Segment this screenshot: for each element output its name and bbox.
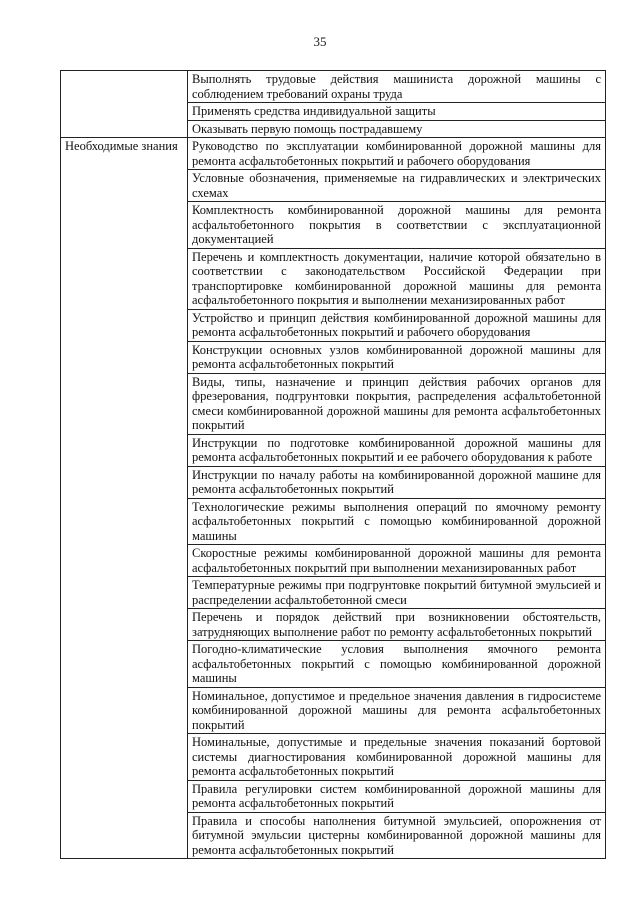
requirement-text: Виды, типы, назначение и принцип действия рабочих органов для фрезерования, подгрунтовки покрытия, распределения асфальтобетонной смеси комбинированной дорожной машины для ремонта асфальтобетонных покрытий <box>188 373 606 434</box>
requirement-text: Инструкции по началу работы на комбинированной дорожной машине для ремонта асфальтобетонных покрытий <box>188 466 606 498</box>
skills-label-cell <box>61 71 188 138</box>
requirement-text: Перечень и порядок действий при возникновении обстоятельств, затрудняющих выполнение работ по ремонту асфальтобетонных покрытий <box>188 609 606 641</box>
requirement-text: Правила и способы наполнения битумной эмульсией, опорожнения от битумной эмульсии цистерны комбинированной дорожной машины для ремонта асфальтобетонных покрытий <box>188 812 606 859</box>
requirements-table <box>60 70 606 859</box>
requirement-text: Оказывать первую помощь пострадавшему <box>188 120 606 138</box>
requirement-text: Применять средства индивидуальной защиты <box>188 103 606 121</box>
requirement-text: Погодно-климатические условия выполнения ямочного ремонта асфальтобетонных покрытий с помощью комбинированной дорожной машины <box>188 641 606 688</box>
requirements-table-body <box>61 71 606 859</box>
requirement-text: Номинальное, допустимое и предельное значения давления в гидросистеме комбинированной дорожной машины для ремонта асфальтобетонных покрытий <box>188 687 606 734</box>
requirement-text: Условные обозначения, применяемые на гидравлических и электрических схемах <box>188 170 606 202</box>
requirement-text: Выполнять трудовые действия машиниста дорожной машины с соблюдением требований охраны труда <box>188 71 606 103</box>
requirement-text: Конструкции основных узлов комбинированной дорожной машины для ремонта асфальтобетонных покрытий <box>188 341 606 373</box>
requirement-text: Перечень и комплектность документации, наличие которой обязательно в соответствии с законодательством Российской Федерации при транспортировке комбинированной дорожной машины для ремонта асфальтобетонного покрытия и выполнении механизированных работ <box>188 248 606 309</box>
knowledge-label: Необходимые знания <box>61 138 188 859</box>
requirement-text: Номинальные, допустимые и предельные значения показаний бортовой системы диагностирования комбинированной дорожной машины для ремонта асфальтобетонных покрытий <box>188 734 606 781</box>
requirement-text: Технологические режимы выполнения операций по ямочному ремонту асфальтобетонных покрытий с помощью комбинированной дорожной машины <box>188 498 606 545</box>
knowledge-row <box>61 138 606 170</box>
requirement-text: Правила регулировки систем комбинированной дорожной машины для ремонта асфальтобетонных покрытий <box>188 780 606 812</box>
skills-row <box>61 71 606 103</box>
requirement-text: Инструкции по подготовке комбинированной дорожной машины для ремонта асфальтобетонных покрытий и ее рабочего оборудования к работе <box>188 434 606 466</box>
requirement-text: Руководство по эксплуатации комбинированной дорожной машины для ремонта асфальтобетонных покрытий и рабочего оборудования <box>188 138 606 170</box>
requirement-text: Скоростные режимы комбинированной дорожной машины для ремонта асфальтобетонных покрытий при выполнении механизированных работ <box>188 545 606 577</box>
requirement-text: Устройство и принцип действия комбинированной дорожной машины для ремонта асфальтобетонных покрытий и рабочего оборудования <box>188 309 606 341</box>
page-number: 35 <box>313 34 327 49</box>
requirement-text: Комплектность комбинированной дорожной машины для ремонта асфальтобетонного покрытия в соответствии с эксплуатационной документацией <box>188 202 606 249</box>
requirement-text: Температурные режимы при подгрунтовке покрытий битумной эмульсией и распределении асфальтобетонной смеси <box>188 577 606 609</box>
